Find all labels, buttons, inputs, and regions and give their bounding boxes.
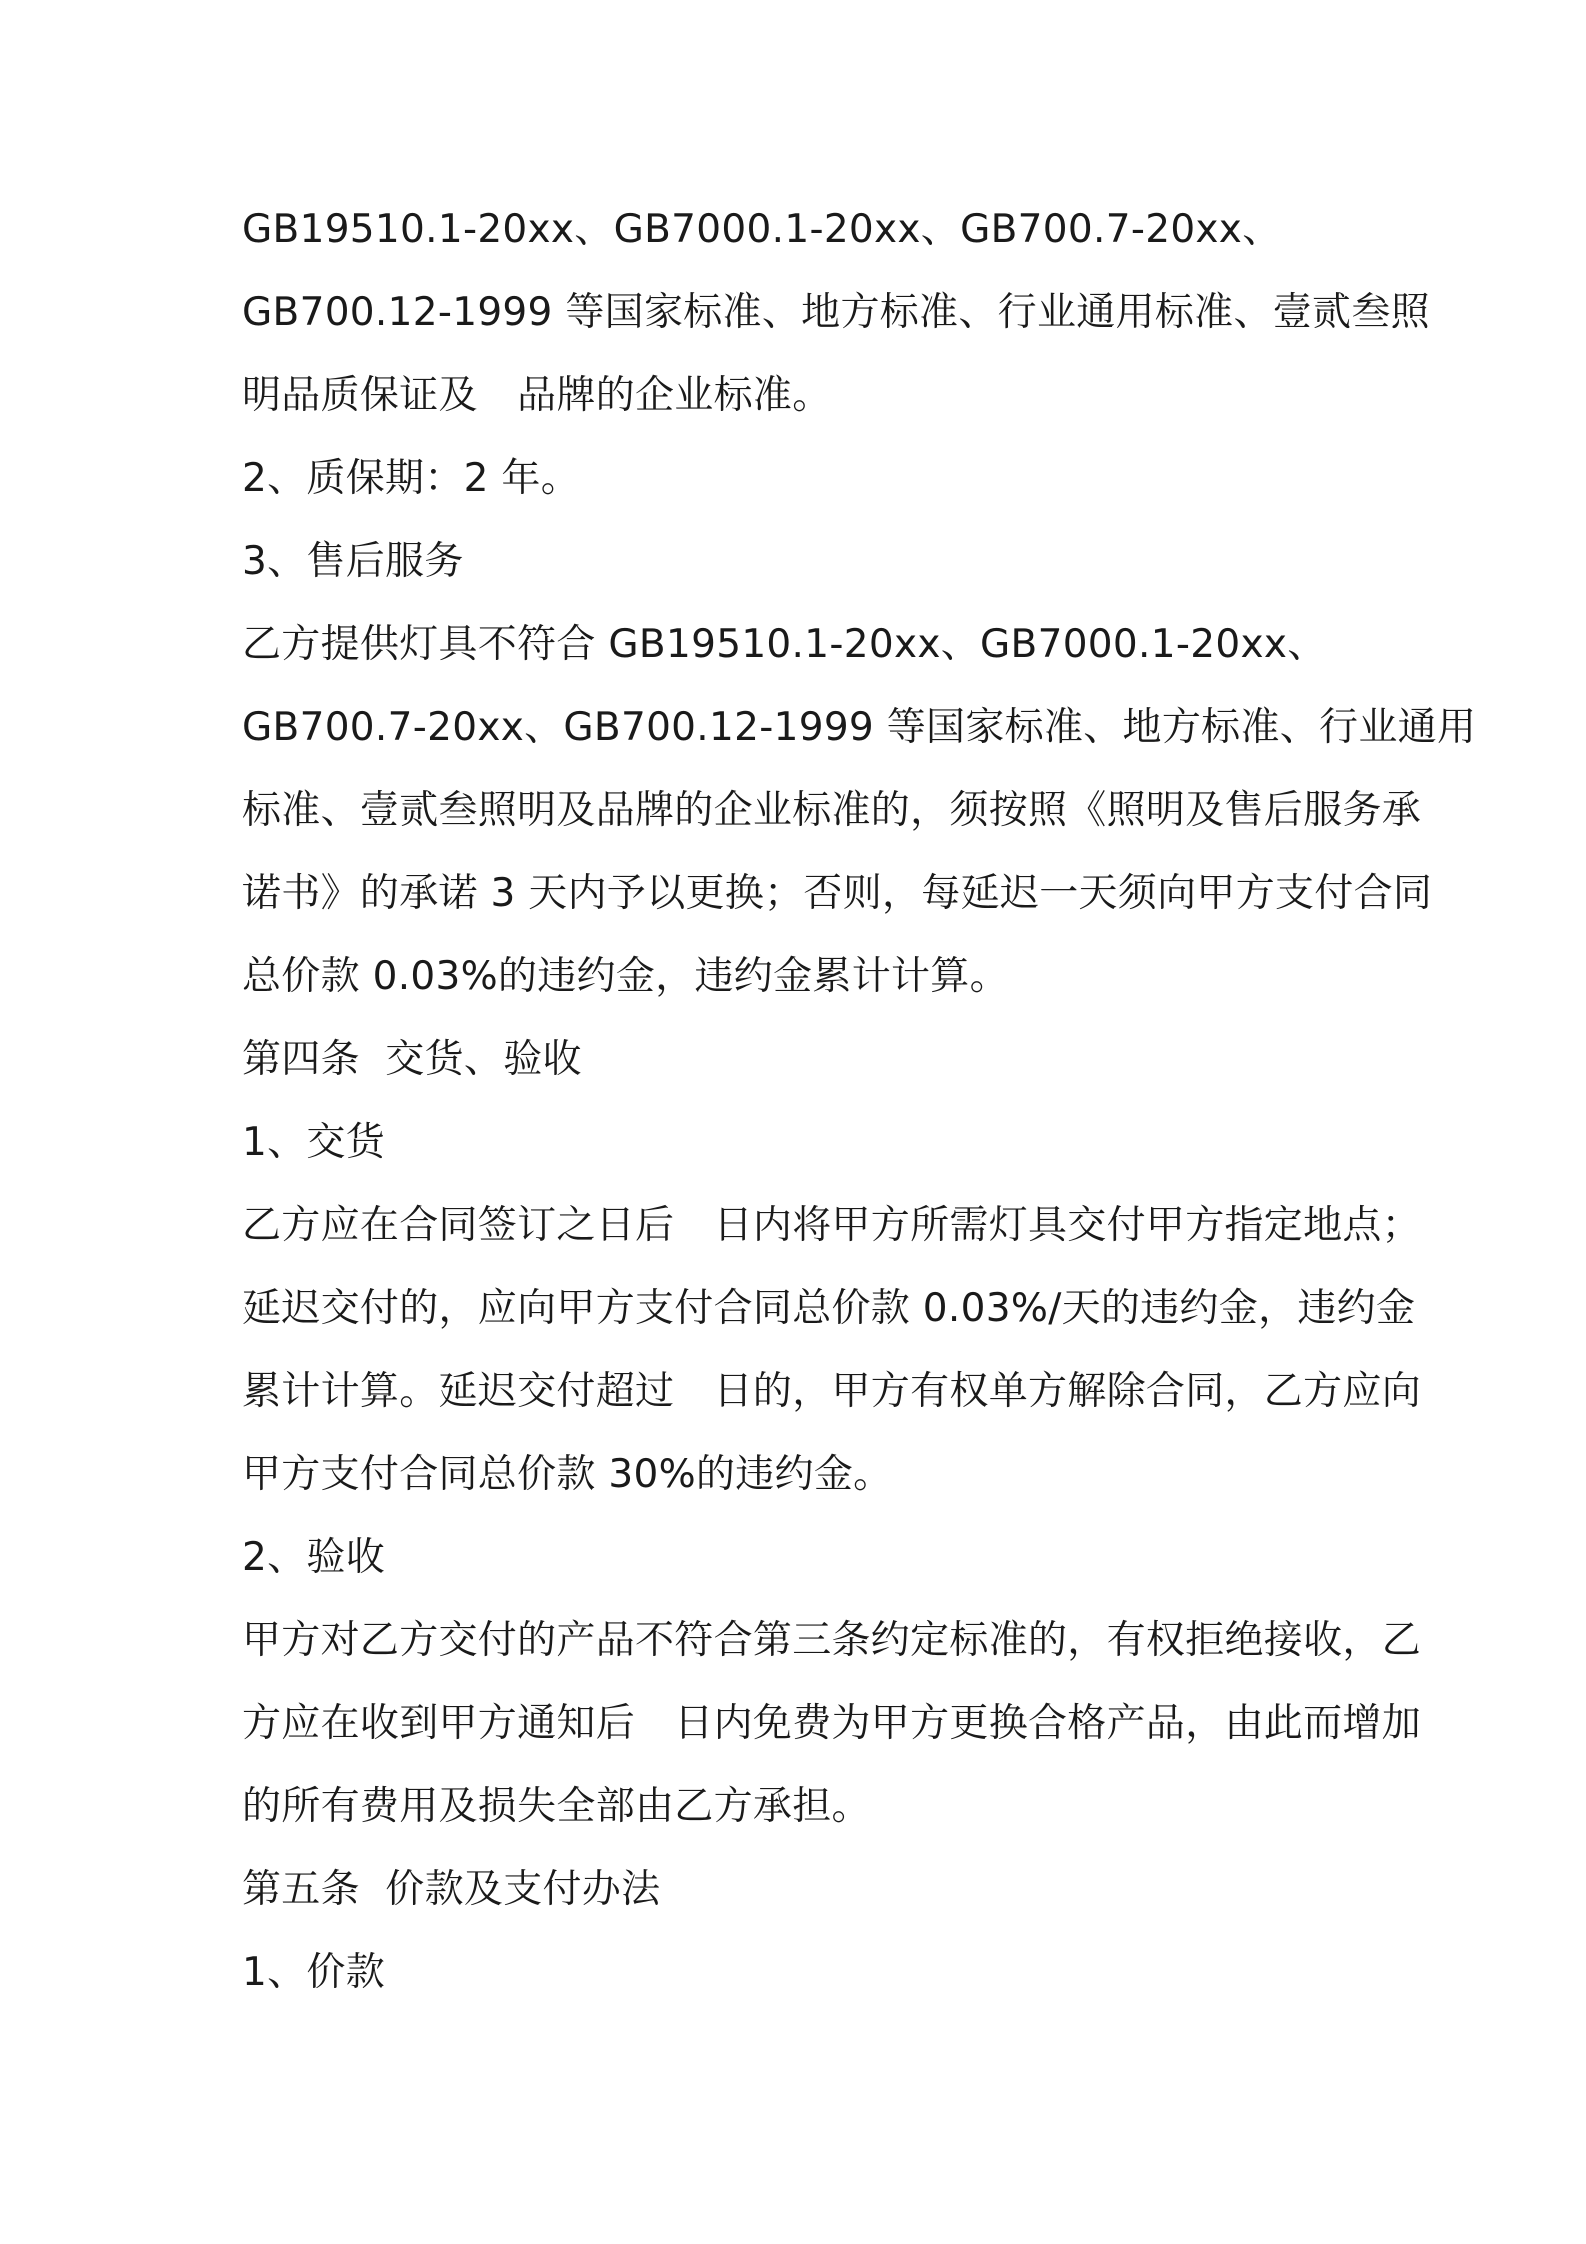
text-line: GB700.7-20xx、GB700.12-1999 等国家标准、地方标准、行业通用 <box>242 705 1477 750</box>
text-line: 甲方对乙方交付的产品不符合第三条约定标准的，有权拒绝接收，乙 <box>242 1618 1422 1663</box>
text-line: 标准、壹贰叁照明及品牌的企业标准的，须按照《照明及售后服务承 <box>242 788 1422 833</box>
text-line: 明品质保证及 品牌的企业标准。 <box>242 373 832 418</box>
list-item: 2、质保期：2 年。 <box>242 456 581 501</box>
text-line: 方应在收到甲方通知后 日内免费为甲方更换合格产品，由此而增加 <box>242 1701 1422 1746</box>
section-heading: 第五条 价款及支付办法 <box>242 1867 661 1912</box>
text-line: 甲方支付合同总价款 30%的违约金。 <box>242 1452 893 1497</box>
text-line: 乙方提供灯具不符合 GB19510.1-20xx、GB7000.1-20xx、 <box>242 622 1327 667</box>
text-line: 乙方应在合同签订之日后 日内将甲方所需灯具交付甲方指定地点； <box>242 1203 1422 1248</box>
text-line: GB700.12-1999 等国家标准、地方标准、行业通用标准、壹贰叁照 <box>242 290 1430 335</box>
text-line: GB19510.1-20xx、GB7000.1-20xx、GB700.7-20xx、 <box>242 207 1282 252</box>
text-line: 总价款 0.03%的违约金，违约金累计计算。 <box>242 954 1009 999</box>
list-item: 3、售后服务 <box>242 539 464 584</box>
list-item: 1、价款 <box>242 1950 386 1995</box>
list-item: 1、交货 <box>242 1120 386 1165</box>
section-heading: 第四条 交货、验收 <box>242 1037 582 1082</box>
text-line: 的所有费用及损失全部由乙方承担。 <box>242 1784 871 1829</box>
text-line: 诺书》的承诺 3 天内予以更换；否则，每延迟一天须向甲方支付合同 <box>242 871 1433 916</box>
text-line: 延迟交付的，应向甲方支付合同总价款 0.03%/天的违约金，违约金 <box>242 1286 1416 1331</box>
text-line: 累计计算。延迟交付超过 日的，甲方有权单方解除合同，乙方应向 <box>242 1369 1422 1414</box>
list-item: 2、验收 <box>242 1535 386 1580</box>
